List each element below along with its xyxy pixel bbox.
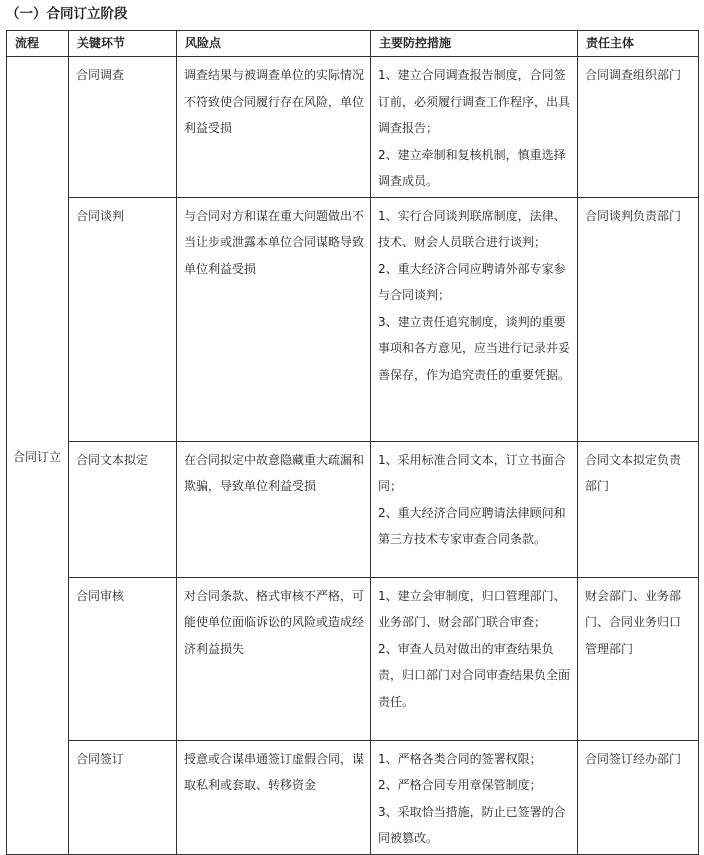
table-row [7,441,699,577]
key-step-cell: 合同签订 [69,740,177,854]
measures-cell [371,740,578,854]
measure-item: 2、严格合同专用章保管制度； [378,778,542,792]
measure-item: 1、实行合同谈判联席制度，法律、技术、财会人员联合进行谈判； [378,208,566,249]
owner-cell: 合同谈判负责部门 [578,197,699,441]
measure-item: 3、采取恰当措施，防止已签署的合同被篡改。 [378,804,566,845]
section-title: （一）合同订立阶段 [6,6,128,22]
measures-cell [371,441,578,577]
owner-cell: 合同文本拟定负责部门 [578,441,699,577]
key-step-cell: 合同调查 [69,57,177,198]
measure-item: 2、重大经济合同应聘请外部专家参与合同谈判； [378,261,566,302]
header-key-step: 关键环节 [69,31,177,57]
table-row [7,57,699,198]
owner-cell: 财会部门、业务部门、合同业务归口管理部门 [578,577,699,740]
table-row [7,197,699,441]
header-control-measures: 主要防控措施 [371,31,578,57]
risk-cell: 授意或合谋串通签订虚假合同，谋取私利或套取、转移资金 [177,740,371,854]
measure-item: 1、建立会审制度，归口管理部门、业务部门、财会部门联合审查； [378,588,566,629]
table-row [7,740,699,854]
header-risk-point: 风险点 [177,31,371,57]
measure-item: 3、建立责任追究制度，谈判的重要事项和各方意见，应当进行记录并妥善保存，作为追究责任的重要凭据。 [378,314,571,382]
header-process: 流程 [7,31,69,57]
owner-cell: 合同签订经办部门 [578,740,699,854]
risk-cell: 在合同拟定中故意隐藏重大疏漏和欺骗，导致单位利益受损 [177,441,371,577]
risk-cell: 调查结果与被调查单位的实际情况不符致使合同履行存在风险，单位利益受损 [177,57,371,198]
owner-cell: 合同调查组织部门 [578,57,699,198]
key-step-cell: 合同审核 [69,577,177,740]
measures-cell [371,197,578,441]
measure-item: 1、采用标准合同文本，订立书面合同； [378,452,566,493]
measure-item: 1、严格各类合同的签署权限； [378,751,542,766]
table-row [7,577,699,740]
measure-item: 2、重大经济合同应聘请法律顾问和第三方技术专家审查合同条款。 [378,505,566,546]
measures-cell [371,57,578,198]
measure-item: 2、审查人员对做出的审查结果负责，归口部门对合同审查结果负全面责任。 [378,641,571,709]
key-step-cell: 合同谈判 [69,197,177,441]
table-header-row [7,31,699,57]
measure-item: 2、建立牵制和复核机制，慎重选择调查成员。 [378,147,566,188]
measure-item: 1、建立合同调查报告制度，合同签订前，必须履行调查工作程序，出具调查报告； [378,68,571,135]
process-cell: 合同订立 [7,57,69,855]
risk-cell: 对合同条款、格式审核不严格，可能使单位面临诉讼的风险或造成经济利益损失 [177,577,371,740]
risk-cell: 与合同对方和谋在重大问题做出不当让步或泄露本单位合同谋略导致单位利益受损 [177,197,371,441]
risk-control-table [6,30,699,855]
header-responsible-party: 责任主体 [578,31,699,57]
measures-cell [371,577,578,740]
key-step-cell: 合同文本拟定 [69,441,177,577]
